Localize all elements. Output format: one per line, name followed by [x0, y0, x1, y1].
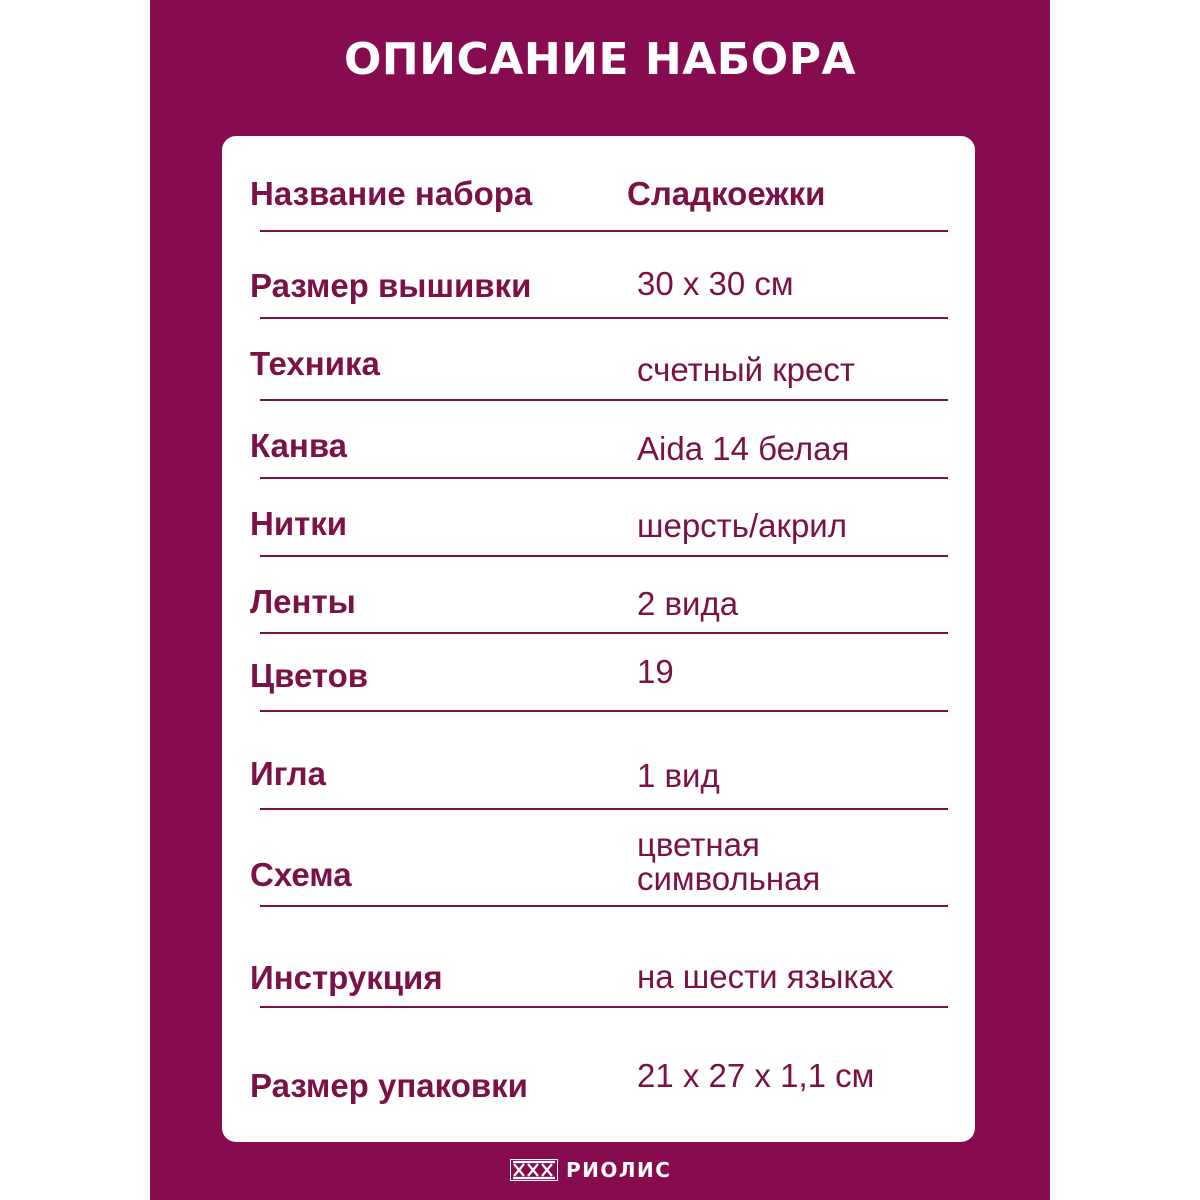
- label-instruction: Инструкция: [250, 959, 443, 996]
- label-canvas: Канва: [250, 427, 348, 464]
- value-threads: шерсть/акрил: [637, 507, 847, 544]
- row-divider: [260, 399, 948, 401]
- row-divider: [260, 1006, 948, 1008]
- value-package-size: 21 х 27 х 1,1 см: [637, 1057, 875, 1094]
- value-needle: 1 вид: [637, 757, 720, 794]
- row-divider: [260, 632, 948, 634]
- label-embroidery-size: Размер вышивки: [250, 267, 532, 304]
- value-colors: 19: [637, 653, 674, 690]
- brand-footer: [510, 1155, 671, 1185]
- brand-name: РИОЛИС: [566, 1158, 672, 1182]
- label-package-size: Размер упаковки: [250, 1067, 528, 1104]
- row-divider: [260, 905, 948, 907]
- row-divider: [260, 317, 948, 319]
- page-title: ОПИСАНИЕ НАБОРА: [343, 34, 857, 85]
- value-scheme-line-1: цветная: [637, 826, 760, 863]
- label-needle: Игла: [250, 755, 326, 792]
- value-technique: счетный крест: [637, 351, 855, 388]
- label-ribbons: Ленты: [250, 583, 356, 620]
- value-instruction: на шести языках: [637, 958, 894, 995]
- row-divider: [260, 808, 948, 810]
- label-technique: Техника: [250, 345, 380, 382]
- label-colors: Цветов: [250, 657, 369, 694]
- riolis-logo-icon: [510, 1159, 558, 1181]
- value-kit-name: Сладкоежки: [627, 175, 826, 212]
- row-divider: [260, 477, 948, 479]
- row-divider: [260, 710, 948, 712]
- row-divider: [260, 230, 948, 232]
- value-ribbons: 2 вида: [637, 585, 739, 622]
- label-threads: Нитки: [250, 505, 348, 542]
- label-scheme: Схема: [250, 856, 352, 893]
- label-kit-name: Название набора: [250, 175, 533, 212]
- row-divider: [260, 555, 948, 557]
- value-embroidery-size: 30 х 30 см: [637, 265, 794, 302]
- value-canvas: Aida 14 белая: [637, 430, 850, 467]
- value-scheme-line-2: символьная: [637, 860, 821, 897]
- description-card: [222, 136, 975, 1142]
